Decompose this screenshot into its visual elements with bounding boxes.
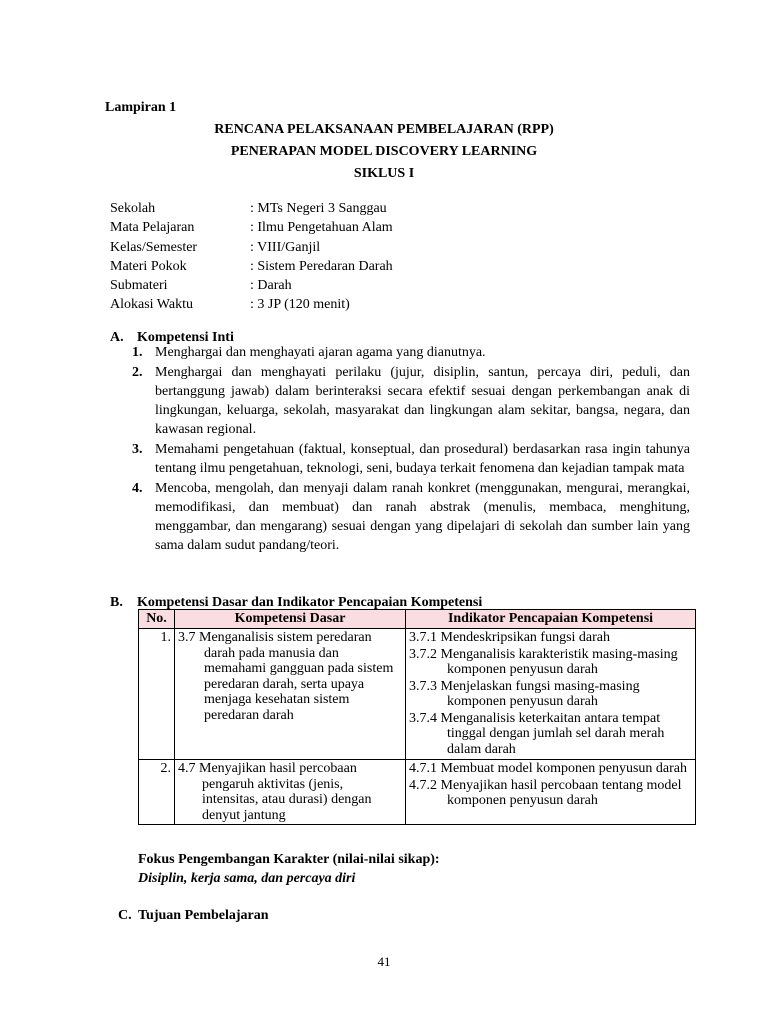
appendix-label: Lampiran 1 (105, 100, 177, 115)
indicator-item: 4.7.2 Menyajikan hasil percobaan tentang model komponen penyusun darah (409, 777, 682, 808)
row-number: 2. (139, 760, 175, 825)
info-label: Kelas/Semester (110, 239, 198, 255)
indicator-cell (406, 760, 696, 825)
list-item (132, 363, 690, 439)
character-focus-label: Fokus Pengembangan Karakter (nilai-nilai sikap): (138, 852, 440, 867)
info-value: : Darah (250, 278, 292, 294)
indicator-item: 3.7.4 Menganalisis keterkaitan antara tempat tinggal dengan jumlah sel darah merah dalam darah (409, 710, 665, 757)
core-competency-list (132, 343, 690, 555)
competency-table (138, 609, 696, 825)
info-label: Submateri (110, 278, 168, 294)
page-number: 41 (377, 954, 391, 969)
section-number: C. (118, 908, 132, 923)
info-label: Alokasi Waktu (110, 297, 193, 313)
row-number: 1. (139, 629, 175, 760)
list-item (132, 440, 690, 478)
indicator-item: 4.7.1 Membuat model komponen penyusun darah (409, 761, 688, 776)
indicator-item: 3.7.2 Menganalisis karakteristik masing-masing komponen penyusun darah (409, 646, 678, 677)
info-label: Materi Pokok (110, 258, 187, 274)
table-row (139, 760, 696, 825)
section-c-heading (118, 906, 269, 925)
list-item-number: 1. (132, 345, 143, 360)
list-item-number: 4. (132, 481, 143, 496)
character-focus-value: Disiplin, kerja sama, dan percaya diri (138, 871, 356, 886)
list-item (132, 343, 690, 362)
info-value: : Ilmu Pengetahuan Alam (250, 220, 393, 236)
list-item-text: Menghargai dan menghayati perilaku (jujur, disiplin, santun, percaya diri, peduli, dan bertanggung jawab) dalam berinteraksi secara efektif sesuai dengan perkembangan anak di lingkungan, keluarga, sekolah, masyarakat dan lingkungan alam sekitar, bangsa, negara, dan kawasan regional. (155, 365, 690, 437)
indicator-item: 3.7.3 Menjelaskan fungsi masing-masing komponen penyusun darah (409, 678, 640, 709)
list-item-text: Mencoba, mengolah, dan menyaji dalam ranah konkret (menggunakan, mengurai, merangkai, memodifikasi, dan membuat) dan ranah abstrak (menulis, membaca, menghitung, menggambar, dan mengarang) sesuai dengan yang dipelajari di sekolah dan sumber lain yang sama dalam sudut pandang/teori. (155, 481, 690, 553)
info-row-subject (110, 218, 393, 237)
indicator-cell (406, 629, 696, 760)
section-title: Kompetensi Dasar dan Indikator Pencapaian Kompetensi (137, 595, 483, 610)
info-row-time (110, 295, 393, 314)
basic-competency-cell (175, 629, 406, 760)
table-row (139, 629, 696, 760)
list-item-text: Memahami pengetahuan (faktual, konseptual, dan prosedural) berdasarkan rasa ingin tahunya tentang ilmu pengetahuan, teknologi, seni, budaya terkait fenomena dan kejadian tampak mata (155, 442, 690, 476)
info-label: Mata Pelajaran (110, 220, 195, 236)
info-row-subtopic (110, 276, 393, 295)
basic-competency-text: 4.7 Menyajikan hasil percobaan pengaruh aktivitas (jenis, intensitas, atau durasi) dengan denyut jantung (178, 761, 372, 823)
document-subtitle: PENERAPAN MODEL DISCOVERY LEARNING (230, 144, 538, 159)
identity-block (110, 199, 393, 315)
list-item-number: 2. (132, 365, 143, 380)
indicator-item: 3.7.1 Mendeskripsikan fungsi darah (409, 630, 611, 645)
list-item (132, 479, 690, 555)
info-value: : VIII/Ganjil (250, 239, 321, 255)
section-title: Tujuan Pembelajaran (138, 908, 269, 923)
cycle-title: SIKLUS I (353, 166, 415, 181)
section-number: B. (110, 595, 123, 610)
section-number: A. (110, 330, 124, 345)
info-value: : 3 JP (120 menit) (250, 297, 350, 313)
info-row-school (110, 199, 393, 218)
document-title: RENCANA PELAKSANAAN PEMBELAJARAN (RPP) (214, 122, 554, 137)
info-row-topic (110, 257, 393, 276)
list-item-text: Menghargai dan menghayati ajaran agama yang dianutnya. (155, 345, 486, 360)
list-item-number: 3. (132, 442, 143, 457)
column-header-indicator: Indikator Pencapaian Kompetensi (406, 610, 696, 629)
basic-competency-cell (175, 760, 406, 825)
section-title: Kompetensi Inti (137, 330, 234, 345)
info-row-class (110, 238, 393, 257)
table-header-row (139, 610, 696, 629)
column-header-kd: Kompetensi Dasar (175, 610, 406, 629)
column-header-no: No. (139, 610, 175, 629)
basic-competency-text: 3.7 Menganalisis sistem peredaran darah pada manusia dan memahami gangguan pada sistem peredaran darah, serta upaya menjaga kesehatan sistem peredaran darah (178, 630, 394, 723)
info-value: : MTs Negeri 3 Sanggau (250, 201, 387, 216)
info-value: : Sistem Peredaran Darah (250, 258, 393, 274)
info-label: Sekolah (110, 201, 156, 216)
indicator-clip (409, 761, 692, 823)
